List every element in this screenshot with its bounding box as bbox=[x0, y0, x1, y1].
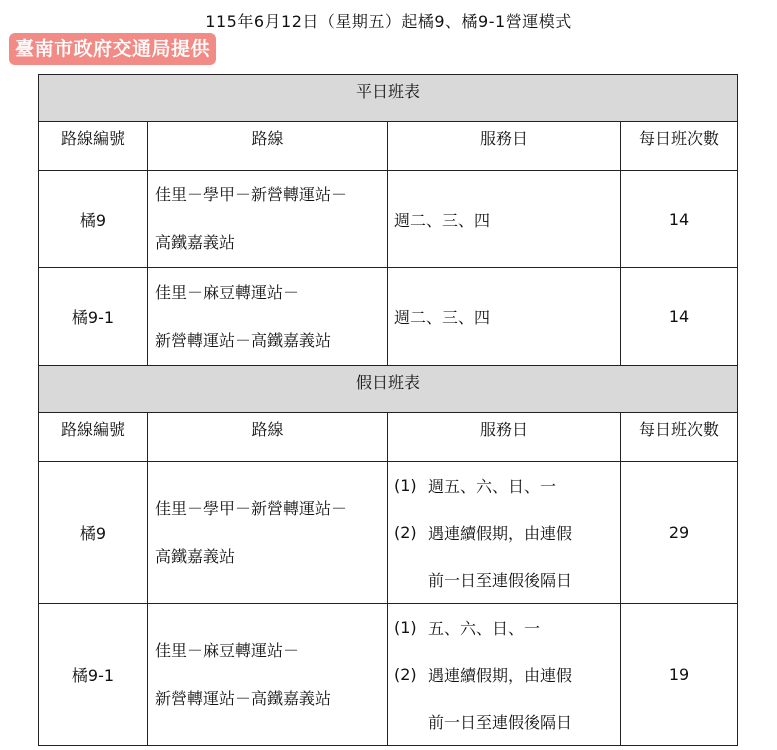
holiday-section-title: 假日班表 bbox=[39, 366, 738, 413]
column-header-days: 服務日 bbox=[388, 413, 621, 462]
service-days-item bbox=[394, 604, 620, 651]
service-days-item bbox=[394, 462, 620, 509]
document-title: 115年6月12日（星期五）起橘9、橘9-1營運模式 bbox=[205, 12, 572, 31]
service-days-item-continued: 前一日至連假後隔日 bbox=[428, 571, 573, 590]
column-header-route: 路線 bbox=[148, 122, 388, 171]
holiday-section-row bbox=[39, 366, 738, 413]
daily-trips: 14 bbox=[621, 171, 738, 268]
service-days-item-continued: 前一日至連假後隔日 bbox=[428, 713, 573, 732]
column-header-code: 路線編號 bbox=[39, 413, 148, 462]
daily-trips: 19 bbox=[621, 604, 738, 746]
route-code: 橘9 bbox=[39, 171, 148, 268]
service-days: 週二、三、四 bbox=[388, 171, 621, 268]
daily-trips: 14 bbox=[621, 268, 738, 366]
table-row bbox=[39, 604, 738, 746]
route-line-1: 佳里－麻豆轉運站－ bbox=[155, 282, 300, 302]
table-row bbox=[39, 171, 738, 268]
service-days-item bbox=[394, 651, 620, 698]
route-path bbox=[148, 604, 388, 746]
route-line-2: 高鐵嘉義站 bbox=[155, 233, 236, 252]
table-row bbox=[39, 462, 738, 604]
route-line-1: 佳里－學甲－新營轉運站－ bbox=[155, 185, 348, 204]
route-line-1: 佳里－學甲－新營轉運站－ bbox=[155, 498, 348, 518]
route-path bbox=[148, 462, 388, 604]
holiday-header-row bbox=[39, 413, 738, 462]
route-path bbox=[148, 171, 388, 268]
schedule-table bbox=[38, 74, 738, 746]
route-line-1: 佳里－麻豆轉運站－ bbox=[155, 640, 300, 660]
route-line-2: 高鐵嘉義站 bbox=[155, 546, 236, 566]
weekday-section-row bbox=[39, 75, 738, 122]
item-text: 五、六、日、一 bbox=[428, 619, 541, 638]
item-number: (1) bbox=[394, 618, 417, 637]
service-days-list bbox=[388, 604, 621, 746]
column-header-code: 路線編號 bbox=[39, 122, 148, 171]
column-header-route: 路線 bbox=[148, 413, 388, 462]
route-code: 橘9-1 bbox=[39, 604, 148, 746]
column-header-days: 服務日 bbox=[388, 122, 621, 171]
item-number: (1) bbox=[394, 476, 417, 495]
service-days-item bbox=[394, 509, 620, 556]
route-line-2: 新營轉運站－高鐵嘉義站 bbox=[155, 688, 332, 708]
table-row bbox=[39, 268, 738, 366]
weekday-header-row bbox=[39, 122, 738, 171]
service-days: 週二、三、四 bbox=[388, 268, 621, 366]
service-days-list bbox=[388, 462, 621, 604]
column-header-trips: 每日班次數 bbox=[621, 122, 738, 171]
route-code: 橘9 bbox=[39, 462, 148, 604]
item-text: 週五、六、日、一 bbox=[428, 477, 557, 496]
item-number: (2) bbox=[394, 665, 417, 684]
source-badge: 臺南市政府交通局提供 bbox=[9, 33, 216, 65]
item-text: 遇連續假期，由連假 bbox=[428, 666, 573, 685]
weekday-section-title: 平日班表 bbox=[39, 75, 738, 122]
daily-trips: 29 bbox=[621, 462, 738, 604]
route-code: 橘9-1 bbox=[39, 268, 148, 366]
item-text: 遇連續假期，由連假 bbox=[428, 524, 573, 543]
route-line-2: 新營轉運站－高鐵嘉義站 bbox=[155, 330, 332, 350]
route-path bbox=[148, 268, 388, 366]
item-number: (2) bbox=[394, 523, 417, 542]
column-header-trips: 每日班次數 bbox=[621, 413, 738, 462]
